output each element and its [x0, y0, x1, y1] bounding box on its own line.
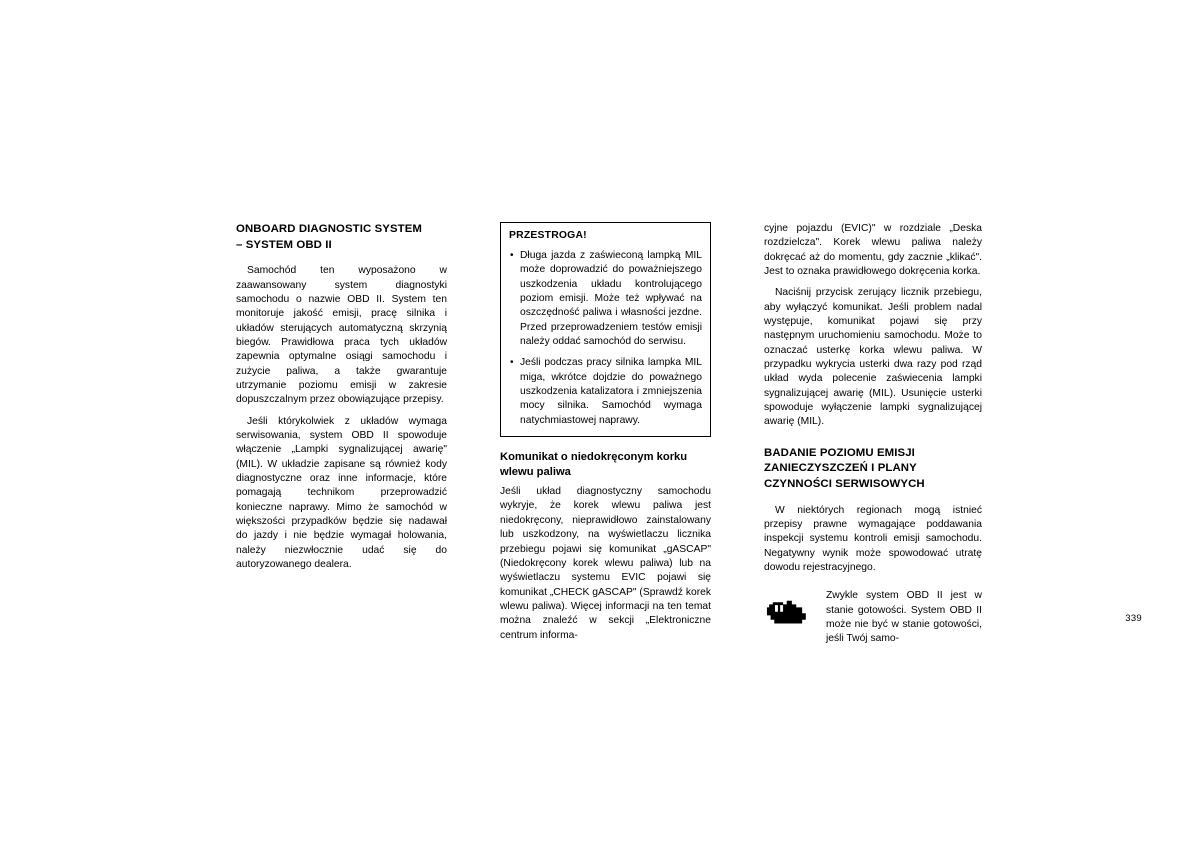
- section-title-line2: ZANIECZYSZCZEŃ I PLANY: [764, 462, 917, 475]
- mil-note-block: [764, 589, 982, 646]
- caution-box: [500, 222, 711, 437]
- column-left: [236, 222, 447, 579]
- section-subtitle-line2: wlewu paliwa: [500, 466, 571, 479]
- page-number: 339: [1125, 613, 1142, 624]
- list-item: [509, 249, 702, 349]
- paragraph: W niektórych regionach mogą istnieć przepisy prawne wymagające poddawania inspekcji systemu kontroli emisji samochodu. Negatywny wynik może spowodować utratę dowodu rejestracyjnego.: [764, 504, 982, 573]
- page-title-line2: – SYSTEM OBD II: [236, 238, 332, 251]
- bullet-icon: •: [510, 250, 514, 261]
- caution-list: [509, 249, 702, 428]
- section-subtitle-line1: Komunikat o niedokręconym korku: [500, 451, 688, 464]
- mil-note-text: Zwykle system OBD II jest w stanie gotowości. System OBD II może nie być w stanie gotowości, jeśli Twój samo-: [826, 590, 982, 645]
- list-item-text: Jeśli podczas pracy silnika lampka MIL miga, wkrótce dojdzie do poważnego uszkodzenia katalizatora i zmniejszenia mocy silnika. Samochód wymaga natychmiastowej naprawy.: [520, 357, 702, 426]
- paragraph: cyjne pojazdu (EVIC)" w rozdziale „Deska rozdzielcza". Korek wlewu paliwa należy dokręcać aż do momentu, gdy zacznie „klikać". Jest to oznaka prawidłowego dokręcenia korka.: [764, 223, 982, 278]
- section-title: [764, 446, 982, 493]
- page-content: [236, 222, 988, 645]
- section-title-line1: BADANIE POZIOMU EMISJI: [764, 446, 915, 459]
- paragraph: Naciśnij przycisk zerujący licznik przebiegu, aby wyłączyć komunikat. Jeśli problem nadal występuje, komunikat pojawi się przy następnym uruchomieniu samochodu. Może to oznaczać usterkę korka wlewu paliwa. W przypadku wykrycia usterki dwa razy pod rząd układ wyda polecenie zaświecenia lampki sygnalizującej awarię (MIL). Usunięcie usterki spowoduje wyłączenie lampki sygnalizującej awarię (MIL).: [764, 287, 982, 428]
- paragraph: Jeśli którykolwiek z układów wymaga serwisowania, system OBD II spowoduje włączenie „Lampki sygnalizującej awarię" (MIL). W układzie zapisane są również kody diagnostyczne oraz inne informacje, które pomagają technikom przeprowadzić konieczne naprawy. Mimo że samochód w większości przypadków będzie się nadawał do jazdy i nie będzie wymagał holowania, należy niezwłocznie udać się do autoryzowanego dealera.: [236, 415, 447, 571]
- section-title-line3: CZYNNOŚCI SERWISOWYCH: [764, 478, 925, 490]
- caution-title: PRZESTROGA!: [509, 230, 587, 241]
- paragraph: Samochód ten wyposażono w zaawansowany system diagnostyki samochodu o nazwie OBD II. System ten monitoruje jakość emisji, pracę silnika i układów sterujących automatyczną skrzynią biegów. Prawidłowa praca tych układów zapewnia optymalne osiągi samochodu i zużycie paliwa, a także gwarantuje utrzymanie poziomu emisji w zakresie dopuszczalnym przez obowiązujące przepisy.: [236, 265, 447, 406]
- bullet-icon: •: [510, 357, 514, 369]
- column-middle: [500, 222, 711, 650]
- page-title: [236, 222, 447, 253]
- list-item-text: Długa jazda z zaświeconą lampką MIL może doprowadzić do poważniejszego uszkodzenia układu kontrolującego poziom emisji. Może też wpływać na oszczędność paliwa i własności jezdne. Przed przeprowadzeniem testów emisji należy oddać samochód do serwisu.: [520, 250, 702, 348]
- column-right: [764, 222, 982, 647]
- paragraph: Jeśli układ diagnostyczny samochodu wykryje, że korek wlewu paliwa jest niedokręcony, nieprawidłowo zainstalowany lub uszkodzony, na wyświetlaczu licznika przebiegu pojawi się komunikat „gASCAP" (Niedokręcony korek wlewu paliwa) lub na wyświetlaczu systemu EVIC pojawi się komunikat „CHECK gASCAP" (Sprawdź korek wlewu paliwa). Więcej informacji na ten temat można znaleźć w sekcji „Elektroniczne centrum informa-: [500, 486, 711, 641]
- section-subtitle: [500, 450, 711, 480]
- page-title-line1: ONBOARD DIAGNOSTIC SYSTEM: [236, 223, 423, 235]
- check-engine-icon: [764, 595, 808, 627]
- list-item: [509, 356, 702, 428]
